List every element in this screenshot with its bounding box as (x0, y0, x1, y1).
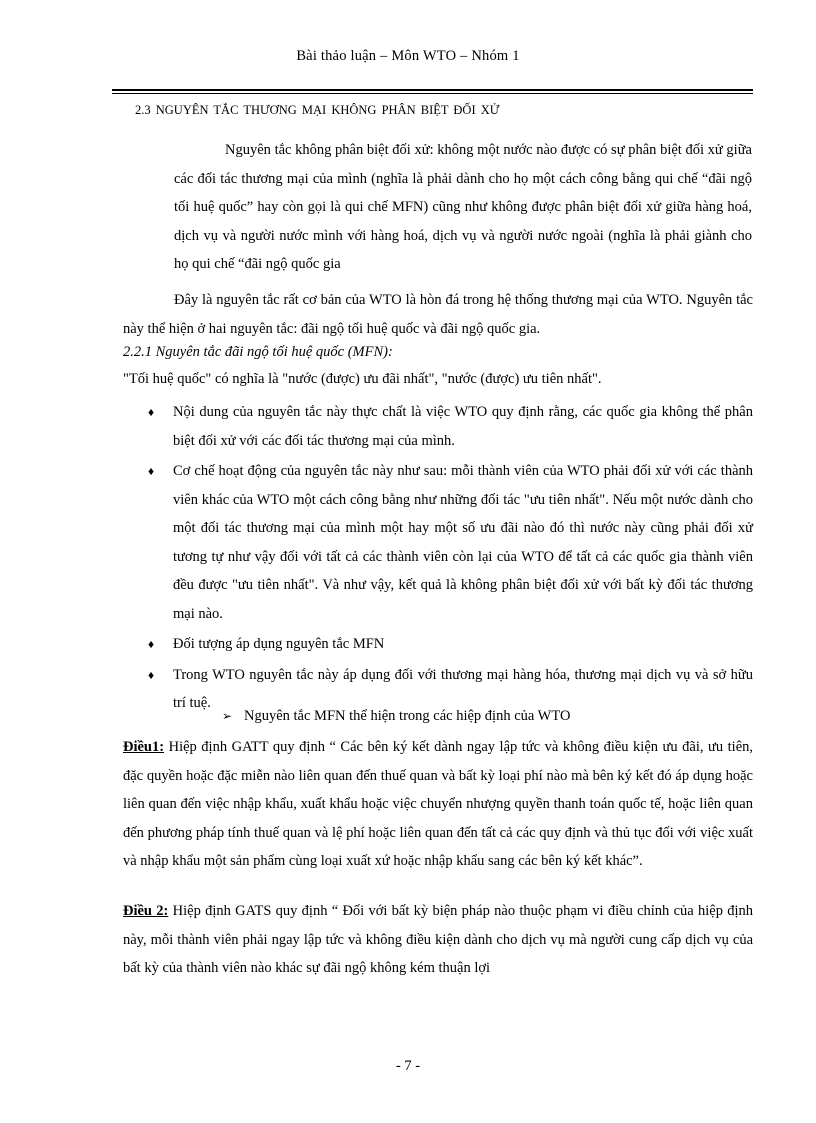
bullet-text: Đối tượng áp dụng nguyên tắc MFN (173, 636, 385, 652)
bullet-list (148, 398, 753, 720)
bullet-item (148, 630, 753, 659)
article-1-label: Điều1: (123, 739, 165, 755)
diamond-bullet-icon: ♦ (148, 637, 155, 651)
header-rule-thin (112, 93, 753, 94)
paragraph-2 (123, 286, 753, 343)
section-heading: 2.3 NGUYÊN TẮC THƯƠNG MẠI KHÔNG PHÂN BIỆT ĐỐI XỬ (135, 103, 500, 117)
intro-text: Nguyên tắc không phân biệt đối xử: không một nước nào được có sự phân biệt đối xử giữa các đối tác thương mại của mình (nghĩa là phải dành cho họ một cách công bằng qui chế “đãi ngộ tối huệ quốc” hay còn gọi là qui chế MFN) cũng như không được phân biệt đối xử giữa hàng hoá, dịch vụ và người nước mình với hàng hoá, dịch vụ và người nước ngoài (nghĩa là phải giành cho họ qui chế “đãi ngộ quốc gia (174, 142, 752, 272)
definition-text: "Tối huệ quốc" có nghĩa là "nước (được) ưu đãi nhất", "nước (được) ưu tiên nhất". (123, 371, 602, 387)
subsection-heading: 2.2.1 Nguyên tắc đãi ngộ tối huệ quốc (MFN): (123, 344, 393, 360)
paragraph-2-text: Đây là nguyên tắc rất cơ bản của WTO là hòn đá trong hệ thống thương mại của WTO. Nguyên tắc này thể hiện ở hai nguyên tắc: đãi ngộ tối huệ quốc và đãi ngộ quốc gia. (123, 292, 753, 337)
page-number: - 7 - (395, 1058, 421, 1074)
article-1 (123, 733, 753, 876)
intro-paragraph (174, 136, 752, 279)
arrow-item-text: Nguyên tắc MFN thể hiện trong các hiệp định của WTO (244, 708, 571, 724)
bullet-text: Trong WTO nguyên tắc này áp dụng đối với thương mại hàng hóa, thương mại dịch vụ và sở hữu trí tuệ. (173, 666, 753, 711)
diamond-bullet-icon: ♦ (148, 405, 155, 419)
bullet-text: Nội dung của nguyên tắc này thực chất là việc WTO quy định rằng, các quốc gia không thể phân biệt đối xử với các đối tác thương mại của mình. (173, 404, 753, 449)
bullet-item (148, 457, 753, 628)
diamond-bullet-icon: ♦ (148, 667, 155, 682)
header-rule-thick (112, 89, 753, 91)
article-2-label: Điều 2: (123, 903, 169, 919)
article-1-text: Hiệp định GATT quy định “ Các bên ký kết dành ngay lập tức và không điều kiện ưu đãi, ưu tiên, đặc quyền hoặc đặc miễn nào liên quan đến thuế quan và bất kỳ loại phí nào mà bên ký kết đó áp dụng hoặc liên quan đến việc nhập khẩu, xuất khẩu hoặc việc chuyển nhượng quyền thanh toán quốc tế, hoặc liên quan đến phương pháp tính thuế quan và lệ phí hoặc liên quan đến tất cả các quy định và thủ tục đối với việc xuất và nhập khẩu một sản phẩm cùng loại xuất xứ hoặc nhập khẩu sang các bên ký kết khác”. (123, 739, 753, 869)
article-2 (123, 897, 753, 983)
bullet-item (148, 398, 753, 455)
arrow-item (222, 708, 570, 725)
page-header: Bài thảo luận – Môn WTO – Nhóm 1 (296, 48, 520, 64)
article-2-text: Hiệp định GATS quy định “ Đối với bất kỳ biện pháp nào thuộc phạm vi điều chỉnh của hiệp định này, mỗi thành viên phải ngay lập tức và không điều kiện dành cho dịch vụ mà người cung cấp dịch vụ của bất kỳ của thành viên nào khác sự đãi ngộ không kém thuận lợi (123, 903, 753, 976)
bullet-text: Cơ chế hoạt động của nguyên tắc này như sau: mỗi thành viên của WTO phải đối xử với các thành viên khác của WTO một cách công bằng như những đối tác "ưu tiên nhất". Nếu một nước dành cho một đối tác thương mại của mình một hay một số ưu đãi nào đó thì nước này cũng phải đối xử tương tự như vậy đối với tất cả các thành viên còn lại của WTO để tất cả các quốc gia thành viên đều được "ưu tiên nhất". Và như vậy, kết quả là không phân biệt đối xử với bất kỳ đối tác thương mại nào. (173, 463, 753, 622)
diamond-bullet-icon: ♦ (148, 464, 155, 478)
arrow-bullet-icon: ➢ (222, 709, 233, 723)
